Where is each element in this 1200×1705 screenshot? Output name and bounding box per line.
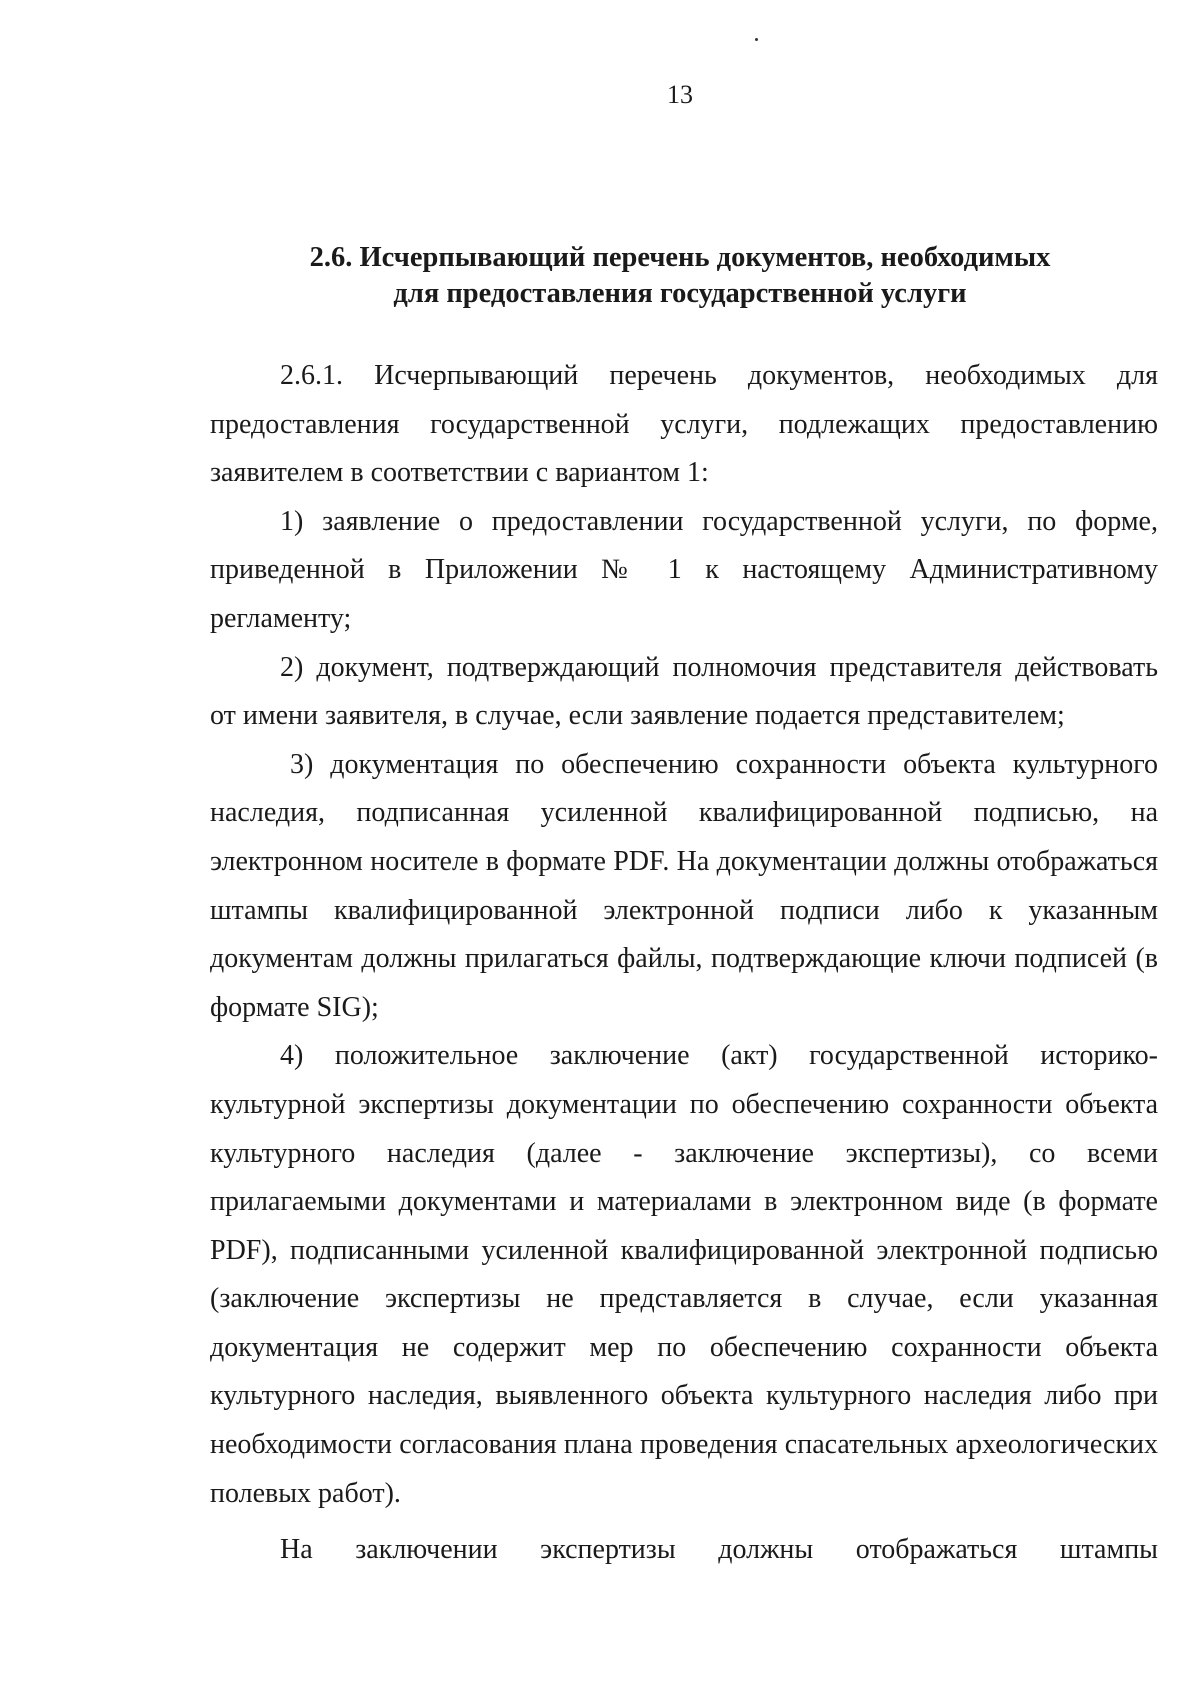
paragraph-2-6-1: 2.6.1. Исчерпывающий перечень документов, необходимых для предоставления государственной услуги, подлежащих предоставлению заявителем в соответствии с вариантом 1: [210,360,1158,489]
body-text [210,352,1158,1575]
page-number: 13 [667,80,693,109]
scan-speck [755,38,758,41]
list-item-3: 3) документация по обеспечению сохранности объекта культурного наследия, подписанная усиленной квалифицированной подписью, на электронном носителе в формате PDF. На документации должны отображаться штампы квалифицированной электронной подписи либо к указанным документам должны прилагаться файлы, подтверждающие ключи подписей (в формате SIG); [210,748,1158,1023]
section-heading-line-2: для предоставления государственной услуги [393,278,967,309]
paragraph-expertise-stamps: На заключении экспертизы должны отображаться штампы [280,1534,1158,1566]
section-heading [200,240,1160,312]
list-item-4: 4) положительное заключение (акт) государственной историко-культурной экспертизы документации по обеспечению сохранности объекта культурного наследия (далее - заключение экспертизы), со всеми прилагаемыми документами и материалами в электронном виде (в формате PDF), подписанными усиленной квалифицированной электронной подписью (заключение экспертизы не представляется в случае, если указанная документация не содержит мер по обеспечению сохранности объекта культурного наследия, выявленного объекта культурного наследия либо при необходимости согласования плана проведения спасательных археологических полевых работ). [210,1040,1158,1509]
list-item-1: 1) заявление о предоставлении государственной услуги, по форме, приведенной в Приложении № 1 к настоящему Административному регламенту; [210,505,1158,634]
list-item-2: 2) документ, подтверждающий полномочия представителя действовать от имени заявителя, в случае, если заявление подается представителем; [210,651,1158,732]
section-heading-line-1: 2.6. Исчерпывающий перечень документов, необходимых [309,242,1051,273]
